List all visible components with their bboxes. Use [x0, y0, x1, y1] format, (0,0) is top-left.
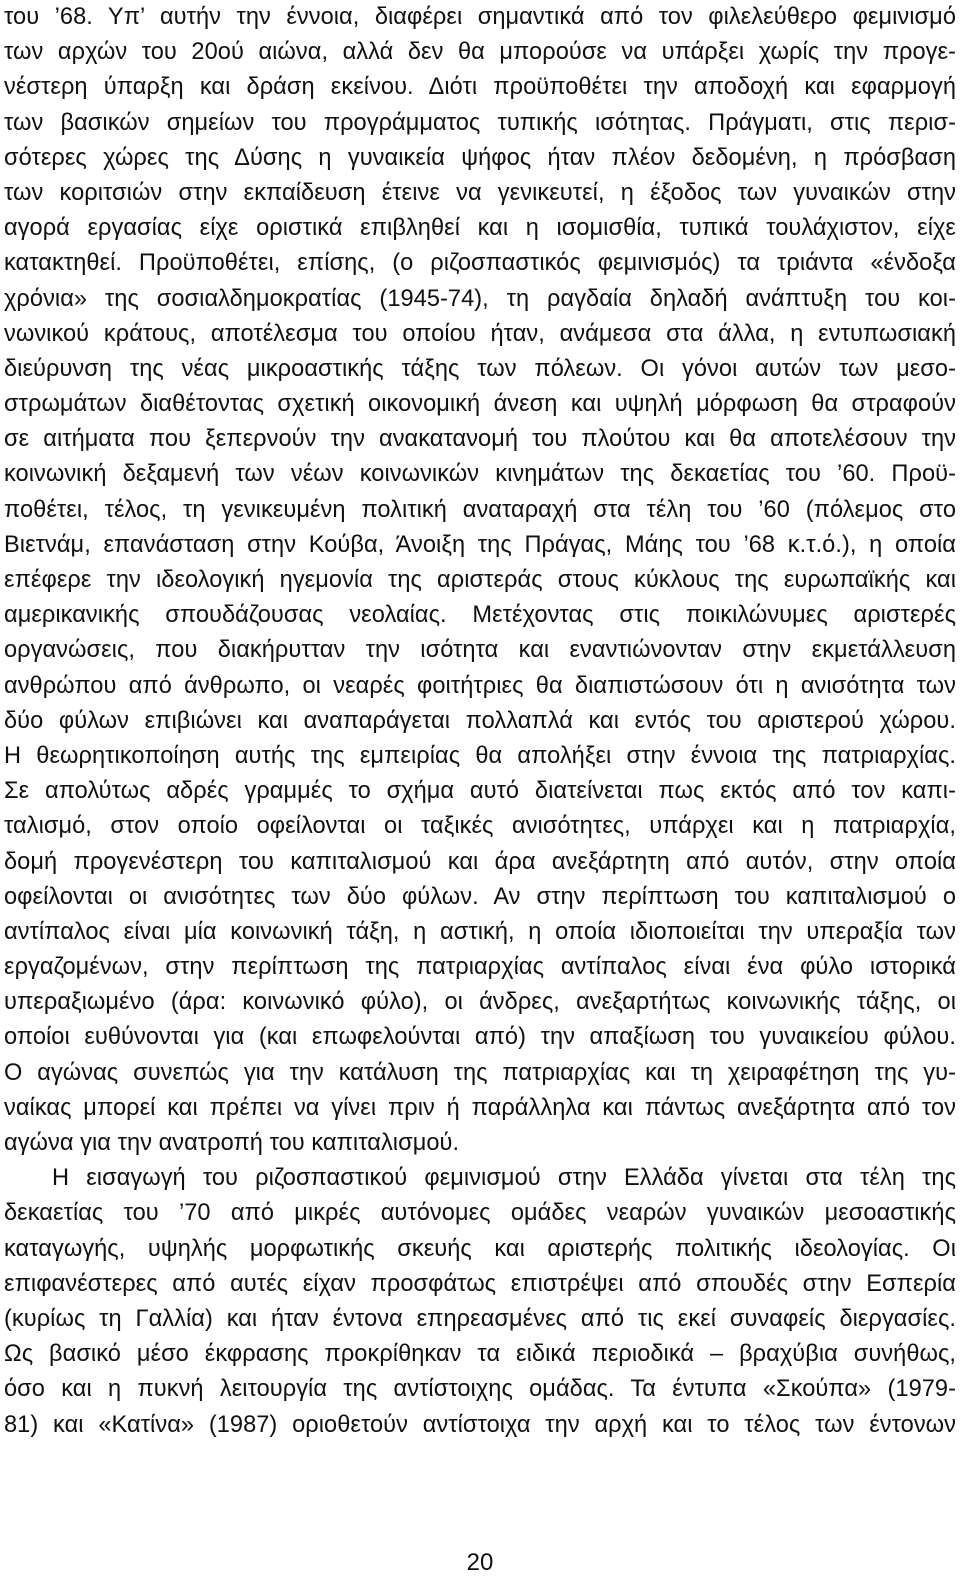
text-line: υπεραξιωμένο (άρα: κοινωνικό φύλο), οι άνδρες, ανεξαρτήτως κοινωνικής τάξης, οι — [4, 989, 956, 1016]
text-line: 81) και «Κατίνα» (1987) οριοθετούν αντίστοιχα την αρχή και το τέλος των έντονων — [4, 1411, 956, 1438]
text-line: όσο και η πυκνή λειτουργία της αντίστοιχης ομάδας. Τα έντυπα «Σκούπα» (1979- — [4, 1376, 956, 1403]
text-line: των βασικών σημείων του προγράμματος τυπικής ισότητας. Πράγματι, στις περισ- — [4, 109, 956, 136]
text-line: νωνικού κράτους, αποτέλεσμα του οποίου ήταν, ανάμεσα στα άλλα, η εντυπωσιακή — [4, 320, 956, 347]
text-line: Η εισαγωγή του ριζοσπαστικού φεμινισμού στην Ελλάδα γίνεται στα τέλη της — [52, 1165, 956, 1192]
text-line: των κοριτσιών στην εκπαίδευση έτεινε να γενικευτεί, η έξοδος των γυναικών στην — [4, 179, 956, 206]
text-line: των αρχών του 20ού αιώνα, αλλά δεν θα μπορούσε να υπάρξει χωρίς την προγε- — [4, 39, 956, 66]
text-line: ναίκας μπορεί και πρέπει να γίνει πριν ή παράλληλα και πάντως ανεξάρτητα από τον — [4, 1094, 956, 1121]
text-line: χρόνια» της σοσιαλδημοκρατίας (1945-74), τη ραγδαία δηλαδή ανάπτυξη του κοι- — [4, 285, 956, 312]
text-line: ταλισμό, στον οποίο οφείλονται οι ταξικές ανισότητες, υπάρχει και η πατριαρχία, — [4, 813, 956, 840]
text-line: σότερες χώρες της Δύσης η γυναικεία ψήφος ήταν πλέον δεδομένη, η πρόσβαση — [4, 144, 956, 171]
text-line: δομή προγενέστερη του καπιταλισμού και άρα ανεξάρτητη από αυτόν, στην οποία — [4, 848, 956, 875]
text-line: εργαζομένων, στην περίπτωση της πατριαρχίας αντίπαλος είναι ένα φύλο ιστορικά — [4, 954, 956, 981]
text-line: δεκαετίας του ’70 από μικρές αυτόνομες ομάδες νεαρών γυναικών μεσοαστικής — [4, 1200, 956, 1227]
text-line: οφείλονται οι ανισότητες των δύο φύλων. Αν στην περίπτωση του καπιταλισμού ο — [4, 883, 956, 910]
text-line: επιφανέστερες από αυτές είχαν προσφάτως επιστρέψει από σπουδές στην Εσπερία — [4, 1270, 956, 1297]
text-line: Βιετνάμ, επανάσταση στην Κούβα, Άνοιξη της Πράγας, Μάης του ’68 κ.τ.ό.), η οποία — [4, 531, 956, 558]
text-line: στρωμάτων διαθέτοντας σχετική οικονομική άνεση και υψηλή μόρφωση θα στραφούν — [4, 391, 956, 418]
text-line: Σε απολύτως αδρές γραμμές το σχήμα αυτό διατείνεται πως εκτός από τον καπι- — [4, 778, 956, 805]
page-number: 20 — [466, 1549, 494, 1576]
text-line: Η θεωρητικοποίηση αυτής της εμπειρίας θα απολήξει στην έννοια της πατριαρχίας. — [4, 742, 956, 769]
text-line: αντίπαλος είναι μία κοινωνική τάξη, η αστική, η οποία ιδιοποιείται την υπεραξία των — [4, 918, 956, 945]
text-line: (κυρίως τη Γαλλία) και ήταν έντονα επηρεασμένες από τις εκεί συναφείς διεργασίες. — [4, 1305, 956, 1332]
text-line: του ’68. Υπ’ αυτήν την έννοια, διαφέρει σημαντικά από τον φιλελεύθερο φεμινισμό — [4, 4, 956, 30]
text-line: Ως βασικό μέσο έκφρασης προκρίθηκαν τα ειδικά περιοδικά – βραχύβια συνήθως, — [4, 1341, 956, 1368]
text-line: νέστερη ύπαρξη και δράση εκείνου. Διότι προϋποθέτει την αποδοχή και εφαρμογή — [4, 74, 956, 101]
text-line: ανθρώπου από άνθρωπο, οι νεαρές φοιτήτριες θα διαπιστώσουν ότι η ανισότητα των — [4, 672, 956, 699]
text-line: επέφερε την ιδεολογική ηγεμονία της αριστεράς στους κύκλους της ευρωπαϊκής και — [4, 567, 956, 593]
text-line: οργανώσεις, που διακήρυτταν την ισότητα και εναντιώνονταν στην εκμετάλλευση — [4, 637, 956, 664]
text-line: Ο αγώνας συνεπώς για την κατάλυση της πατριαρχίας και τη χειραφέτηση της γυ- — [4, 1059, 956, 1086]
document-page — [4, 0, 956, 1443]
text-line: οποίοι ευθύνονται για (και επωφελούνται από) την απαξίωση του γυναικείου φύλου. — [4, 1024, 956, 1051]
text-line: ποθέτει, τέλος, τη γενικευμένη πολιτική αναταραχή στα τέλη του ’60 (πόλεμος στο — [4, 496, 956, 523]
text-line: διεύρυνση της νέας μικροαστικής τάξης των πόλεων. Οι γόνοι αυτών των μεσο- — [4, 355, 956, 382]
text-line: σε αιτήματα που ξεπερνούν την ανακατανομή του πλούτου και θα αποτελέσουν την — [4, 426, 956, 453]
text-line: αγορά εργασίας είχε οριστικά επιβληθεί και η ισομισθία, τυπικά τουλάχιστον, είχε — [4, 215, 956, 242]
text-line: κατακτηθεί. Προϋποθέτει, επίσης, (ο ριζοσπαστικός φεμινισμός) τα τριάντα «ένδοξα — [4, 250, 956, 277]
text-line: καταγωγής, υψηλής μορφωτικής σκευής και αριστερής πολιτικής ιδεολογίας. Οι — [4, 1235, 956, 1262]
text-line: κοινωνική δεξαμενή των νέων κοινωνικών κινημάτων της δεκαετίας του ’60. Προϋ- — [4, 461, 956, 488]
text-line: δύο φύλων επιβιώνει και αναπαράγεται πολλαπλά και εντός του αριστερού χώρου. — [4, 707, 956, 734]
text-line: αγώνα για την ανατροπή του καπιταλισμού. — [4, 1130, 460, 1156]
text-line: αμερικανικής σπουδάζουσας νεολαίας. Μετέχοντας στις ποικιλώνυμες αριστερές — [4, 602, 956, 629]
text-block — [4, 0, 956, 1443]
